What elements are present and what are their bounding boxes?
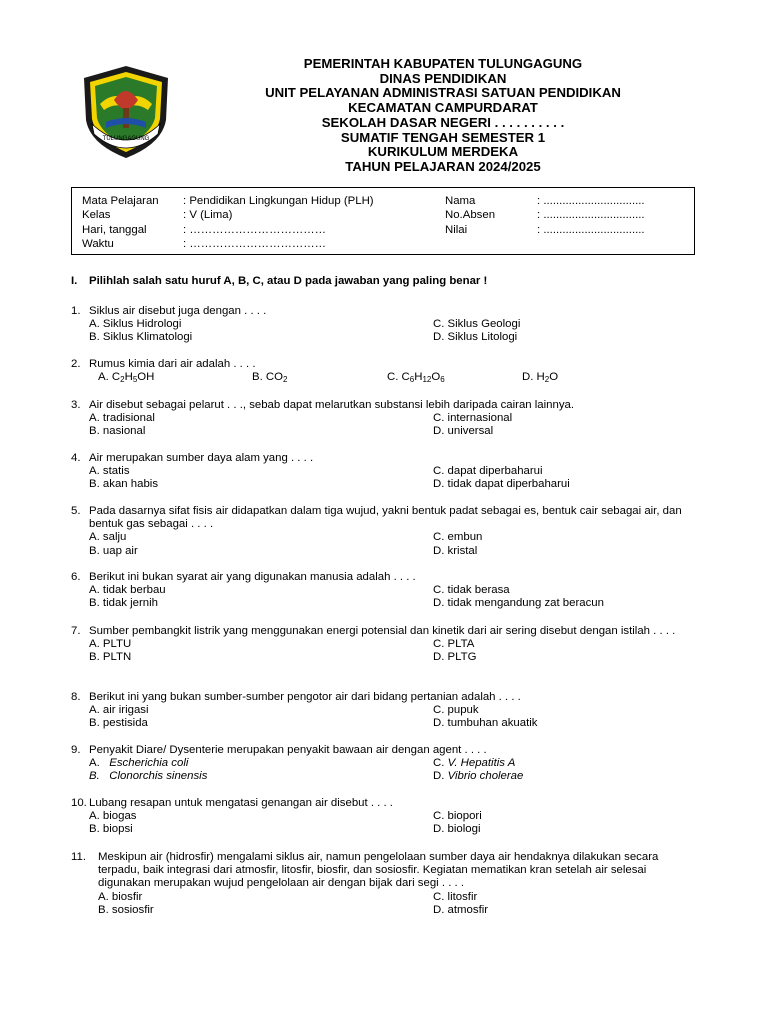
- question-stem: Meskipun air (hidrosfir) mengalami siklus air, namun pengelolaan sumber daya air hendaknya dilakukan secara terpadu, baik integrasi dari atmosfir, litosfir, biosfir, dan sosiosfir. Kegiatan mematikan kran setelah air selesai digunakan merupakan wujud pengelolaan air dengan bijak dari segi . . . .: [98, 851, 659, 890]
- option-b-text: B. CO: [252, 371, 284, 384]
- option-a[interactable]: [89, 757, 188, 770]
- header-line-year: TAHUN PELAJARAN 2024/2025: [345, 158, 541, 174]
- student-identity-box: [71, 187, 695, 255]
- option-c[interactable]: C. tidak berasa: [433, 584, 510, 597]
- question-stem: Pada dasarnya sifat fisis air didapatkan dalam tiga wujud, yakni bentuk padat sebagai es, bentuk cair sebagai air, dan bentuk gas sebagai . . . .: [89, 505, 682, 531]
- option-a[interactable]: A. tradisional: [89, 412, 155, 425]
- section-instructions: [71, 275, 487, 287]
- class-value: : V (Lima): [183, 209, 233, 221]
- option-b[interactable]: [89, 770, 207, 783]
- option-c[interactable]: C. litosfir: [433, 890, 478, 903]
- option-c[interactable]: C. Siklus Geologi: [433, 318, 521, 331]
- question-1: [71, 305, 701, 345]
- option-d[interactable]: D. tidak dapat diperbaharui: [433, 478, 570, 491]
- subscript: 6: [440, 375, 445, 385]
- subject-label: Mata Pelajaran: [82, 195, 159, 207]
- question-number: 11.: [71, 851, 86, 863]
- option-b[interactable]: B. pestisida: [89, 717, 148, 730]
- option-b[interactable]: B. sosiosfir: [98, 903, 154, 916]
- subscript: 2: [544, 375, 550, 385]
- question-stem: Berikut ini yang bukan sumber-sumber pengotor air dari bidang pertanian adalah . . . .: [89, 691, 521, 703]
- question-5: [71, 505, 701, 558]
- header-line-unit: UNIT PELAYANAN ADMINISTRASI SATUAN PENDIDIKAN: [265, 85, 621, 101]
- section-number: I.: [71, 275, 78, 287]
- subject-value: : Pendidikan Lingkungan Hidup (PLH): [183, 195, 374, 207]
- option-c-text: H: [414, 371, 423, 384]
- absence-number-label: No.Absen: [445, 209, 496, 221]
- question-number: 3.: [71, 399, 81, 411]
- option-c[interactable]: C. pupuk: [433, 704, 479, 717]
- subscript: 6: [409, 375, 415, 385]
- option-c-text: C. C: [387, 371, 410, 384]
- option-letter: D.: [433, 770, 445, 783]
- question-stem: Air merupakan sumber daya alam yang . . . .: [89, 452, 314, 464]
- question-stem: Penyakit Diare/ Dysenterie merupakan penyakit bawaan air dengan agent . . . .: [89, 744, 487, 756]
- question-number: 4.: [71, 452, 81, 464]
- option-b[interactable]: B. biopsi: [89, 823, 133, 836]
- option-c[interactable]: C. biopori: [433, 810, 482, 823]
- option-a-text: A. C: [98, 371, 121, 384]
- option-a[interactable]: A. biosfir: [98, 890, 143, 903]
- tulungagung-emblem-icon: [78, 64, 174, 160]
- question-number: 6.: [71, 571, 81, 583]
- option-d-text: Vibrio cholerae: [447, 770, 524, 783]
- question-10: [71, 797, 701, 837]
- option-a-text: H: [124, 371, 133, 384]
- header-line-exam: SUMATIF TENGAH SEMESTER 1: [340, 129, 546, 145]
- score-label: Nilai: [445, 224, 468, 236]
- option-a[interactable]: A. salju: [89, 531, 127, 544]
- instructions-text: Pilihlah salah satu huruf A, B, C, atau D pada jawaban yang paling benar !: [89, 275, 488, 287]
- option-b-text: Clonorchis sinensis: [109, 770, 208, 783]
- name-field[interactable]: : ................................: [537, 195, 645, 207]
- name-label: Nama: [445, 195, 476, 207]
- option-a-text: OH: [137, 371, 155, 384]
- question-number: 1.: [71, 305, 81, 317]
- score-field[interactable]: : ................................: [537, 224, 645, 236]
- question-stem: Berikut ini bukan syarat air yang digunakan manusia adalah . . . .: [89, 571, 416, 583]
- option-d[interactable]: D. Siklus Litologi: [433, 331, 518, 344]
- question-11: [71, 851, 701, 917]
- option-c-text: V. Hepatitis A: [447, 757, 516, 770]
- question-8: [71, 691, 701, 731]
- class-label: Kelas: [82, 209, 111, 221]
- option-letter: A.: [89, 757, 100, 770]
- question-6: [71, 571, 701, 611]
- option-c[interactable]: C. embun: [433, 531, 483, 544]
- time-field[interactable]: : ………………………………: [183, 238, 327, 250]
- subscript: 5: [132, 375, 138, 385]
- question-stem: Sumber pembangkit listrik yang menggunakan energi potensial dan kinetik dari air sering disebut dengan istilah . . . .: [89, 625, 676, 637]
- date-label: Hari, tanggal: [82, 224, 147, 236]
- option-c-text: O: [431, 371, 441, 384]
- option-a[interactable]: [98, 371, 154, 384]
- subscript: 12: [422, 375, 432, 385]
- question-7: [71, 625, 701, 665]
- option-a[interactable]: A. tidak berbau: [89, 584, 166, 597]
- header-line-school: SEKOLAH DASAR NEGERI . . . . . . . . . .: [321, 114, 565, 130]
- date-field[interactable]: : ………………………………: [183, 224, 327, 236]
- question-3: [71, 399, 701, 439]
- option-d[interactable]: D. kristal: [433, 544, 478, 557]
- question-number: 2.: [71, 358, 81, 370]
- option-b[interactable]: B. tidak jernih: [89, 597, 159, 610]
- option-b[interactable]: B. uap air: [89, 544, 138, 557]
- question-stem: Lubang resapan untuk mengatasi genangan air disebut . . . .: [89, 797, 393, 809]
- option-d-text: O: [549, 371, 559, 384]
- option-d-text: D. H: [522, 371, 545, 384]
- option-d[interactable]: [433, 770, 523, 783]
- option-d[interactable]: D. biologi: [433, 823, 481, 836]
- option-c[interactable]: [433, 757, 515, 770]
- option-d[interactable]: D. tidak mengandung zat beracun: [433, 597, 604, 610]
- option-b[interactable]: [252, 371, 287, 384]
- question-number: 9.: [71, 744, 81, 756]
- question-stem: Rumus kimia dari air adalah . . . .: [89, 358, 256, 370]
- option-a[interactable]: A. Siklus Hidrologi: [89, 318, 182, 331]
- option-c[interactable]: [387, 371, 445, 384]
- option-c[interactable]: C. PLTA: [433, 638, 475, 651]
- question-number: 5.: [71, 505, 81, 517]
- option-b[interactable]: B. PLTN: [89, 651, 132, 664]
- option-c[interactable]: C. internasional: [433, 412, 513, 425]
- logo-text: TULUNGAGUNG: [102, 136, 150, 142]
- option-a[interactable]: A. statis: [89, 465, 130, 478]
- question-number: 8.: [71, 691, 81, 703]
- option-a-text: Escherichia coli: [109, 757, 189, 770]
- question-4: [71, 452, 701, 492]
- option-c[interactable]: C. dapat diperbaharui: [433, 465, 543, 478]
- question-stem: Siklus air disebut juga dengan . . . .: [89, 305, 267, 317]
- question-9: [71, 744, 701, 784]
- time-label: Waktu: [82, 238, 114, 250]
- question-number: 7.: [71, 625, 81, 637]
- option-b[interactable]: B. akan habis: [89, 478, 159, 491]
- option-d[interactable]: [522, 371, 558, 384]
- option-a[interactable]: A. PLTU: [89, 638, 132, 651]
- option-d[interactable]: D. tumbuhan akuatik: [433, 717, 538, 730]
- option-a[interactable]: A. air irigasi: [89, 704, 149, 717]
- question-number: 10.: [71, 797, 87, 809]
- subscript: 2: [283, 375, 288, 385]
- header-line-agency: DINAS PENDIDIKAN: [379, 70, 507, 86]
- option-b[interactable]: B. Siklus Klimatologi: [89, 331, 193, 344]
- option-d[interactable]: D. universal: [433, 425, 494, 438]
- option-d[interactable]: D. atmosfir: [433, 903, 489, 916]
- header-line-district: KECAMATAN CAMPURDARAT: [348, 100, 538, 116]
- question-stem: Air disebut sebagai pelarut . . ., sebab dapat melarutkan substansi lebih daripada cairan lainnya.: [89, 399, 575, 411]
- option-letter: C.: [433, 757, 445, 770]
- option-d[interactable]: D. PLTG: [433, 651, 477, 664]
- option-letter: B.: [89, 770, 100, 783]
- option-b[interactable]: B. nasional: [89, 425, 146, 438]
- subscript: 2: [120, 375, 125, 385]
- absence-number-field[interactable]: : ................................: [537, 209, 645, 221]
- header-line-curriculum: KURIKULUM MERDEKA: [367, 144, 519, 160]
- question-2: [71, 358, 701, 384]
- option-a[interactable]: A. biogas: [89, 810, 137, 823]
- exam-header: [200, 57, 686, 175]
- header-line-government: PEMERINTAH KABUPATEN TULUNGAGUNG: [303, 56, 583, 71]
